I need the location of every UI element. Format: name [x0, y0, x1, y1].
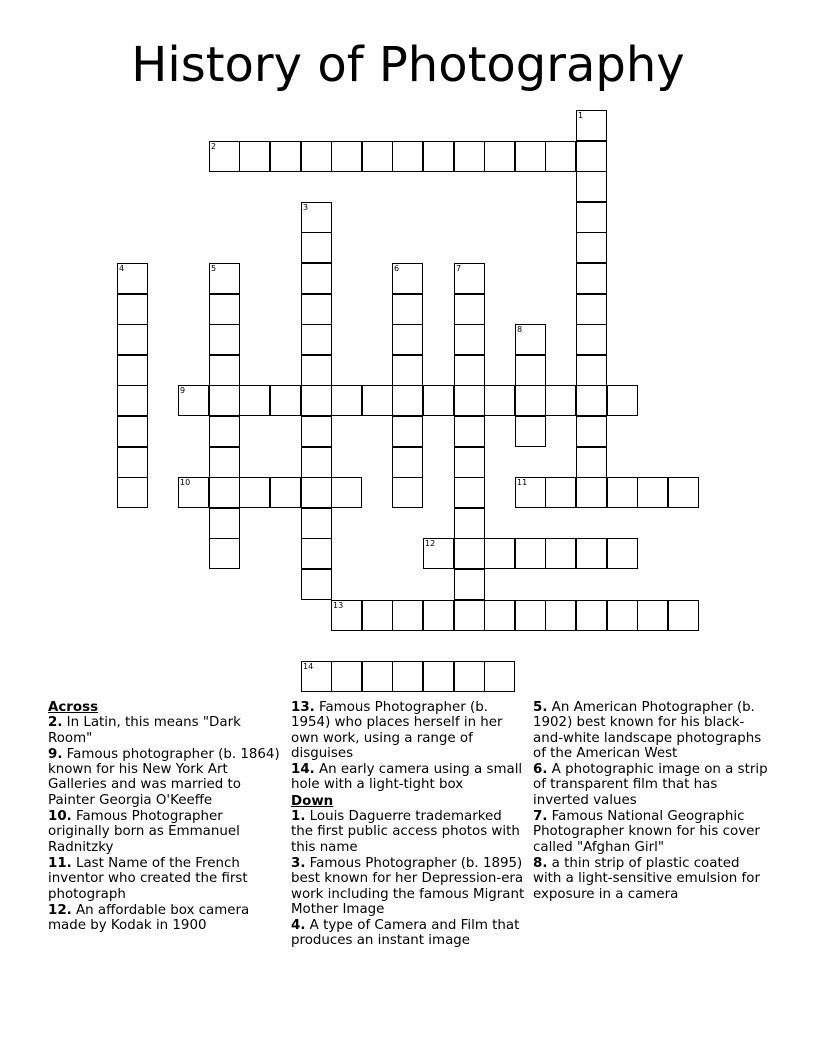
clue-down-4: 4. A type of Camera and Film that produces an instant image	[291, 918, 520, 949]
grid-cell[interactable]	[392, 355, 423, 386]
grid-cell[interactable]	[301, 416, 332, 447]
grid-cell[interactable]	[392, 263, 423, 294]
grid-cell[interactable]	[301, 569, 332, 600]
grid-cell[interactable]	[301, 263, 332, 294]
clue-down-8: 8. a thin strip of plastic coated with a light-sensitive emulsion for exposure in a camera	[533, 855, 760, 902]
grid-cell[interactable]	[576, 477, 607, 508]
grid-cell[interactable]	[423, 141, 454, 172]
grid-cell[interactable]	[392, 294, 423, 325]
grid-cell[interactable]	[637, 600, 668, 631]
grid-cell[interactable]	[239, 477, 270, 508]
grid-cell[interactable]	[454, 477, 485, 508]
clues-column-2	[291, 700, 527, 950]
clue-down-6: 6. A photographic image on a strip of transparent film that has inverted values	[533, 762, 768, 808]
grid-cell[interactable]	[362, 661, 393, 692]
grid-cell[interactable]	[454, 569, 485, 600]
grid-cell[interactable]	[117, 324, 148, 355]
grid-cell[interactable]	[576, 416, 607, 447]
grid-cell[interactable]	[668, 477, 699, 508]
grid-cell[interactable]	[301, 508, 332, 539]
grid-cell[interactable]	[545, 141, 576, 172]
grid-cell[interactable]	[454, 141, 485, 172]
grid-cell[interactable]	[454, 294, 485, 325]
page-title: History of Photography	[131, 37, 685, 93]
grid-cell[interactable]	[301, 324, 332, 355]
grid-cell[interactable]	[209, 538, 240, 569]
grid-cell[interactable]	[637, 477, 668, 508]
clue-across-11: 11. Last Name of the French inventor who created the first photograph	[48, 855, 248, 902]
grid-cell[interactable]	[301, 477, 332, 508]
grid-cell[interactable]	[515, 355, 546, 386]
grid-cell[interactable]	[209, 385, 240, 416]
grid-cell[interactable]	[209, 477, 240, 508]
grid-cell[interactable]	[331, 141, 362, 172]
grid-cell[interactable]	[270, 385, 301, 416]
grid-cell[interactable]	[392, 141, 423, 172]
grid-cell[interactable]	[484, 600, 515, 631]
grid-cell[interactable]	[607, 600, 638, 631]
grid-cell[interactable]	[331, 600, 362, 631]
grid-cell[interactable]	[515, 477, 546, 508]
across-heading: Across	[48, 700, 99, 715]
grid-cell[interactable]	[423, 385, 454, 416]
grid-cell[interactable]	[301, 447, 332, 478]
cell-number: 9	[180, 386, 186, 395]
grid-cell[interactable]	[454, 538, 485, 569]
clue-across-13: 13. Famous Photographer (b. 1954) who places herself in her own work, using a range of disguises	[291, 700, 503, 761]
grid-cell[interactable]	[239, 141, 270, 172]
grid-cell[interactable]	[392, 661, 423, 692]
grid-cell[interactable]	[515, 600, 546, 631]
grid-cell[interactable]	[484, 141, 515, 172]
grid-cell[interactable]	[117, 294, 148, 325]
grid-cell[interactable]	[301, 232, 332, 263]
grid-cell[interactable]	[209, 355, 240, 386]
grid-cell[interactable]	[545, 600, 576, 631]
grid-cell[interactable]	[576, 202, 607, 233]
grid-cell[interactable]	[301, 385, 332, 416]
grid-cell[interactable]	[392, 600, 423, 631]
grid-cell[interactable]	[362, 600, 393, 631]
grid-cell[interactable]	[515, 141, 546, 172]
cell-number: 5	[211, 264, 217, 273]
grid-cell[interactable]	[576, 263, 607, 294]
cell-number: 6	[394, 264, 400, 273]
grid-cell[interactable]	[576, 171, 607, 202]
grid-cell[interactable]	[301, 202, 332, 233]
clue-down-5: 5. An American Photographer (b. 1902) best known for his black-and-white landscape photographs of the American West	[533, 700, 762, 761]
grid-cell[interactable]	[362, 141, 393, 172]
cell-number: 2	[211, 142, 217, 151]
grid-cell[interactable]	[484, 538, 515, 569]
grid-cell[interactable]	[423, 538, 454, 569]
grid-cell[interactable]	[545, 385, 576, 416]
grid-cell[interactable]	[607, 477, 638, 508]
cell-number: 3	[303, 203, 309, 212]
grid-cell[interactable]	[545, 477, 576, 508]
grid-cell[interactable]	[331, 385, 362, 416]
grid-cell[interactable]	[515, 416, 546, 447]
grid-cell[interactable]	[209, 508, 240, 539]
grid-cell[interactable]	[117, 355, 148, 386]
clue-across-2: 2. In Latin, this means "Dark Room"	[48, 715, 241, 746]
grid-cell[interactable]	[209, 294, 240, 325]
grid-cell[interactable]	[331, 477, 362, 508]
clue-down-1: 1. Louis Daguerre trademarked the first public access photos with this name	[291, 809, 520, 855]
clue-across-14: 14. An early camera using a small hole with a light-tight box	[291, 762, 523, 793]
grid-cell[interactable]	[576, 324, 607, 355]
grid-cell[interactable]	[576, 141, 607, 172]
clue-across-12: 12. An affordable box camera made by Kodak in 1900	[48, 902, 250, 934]
grid-cell[interactable]	[576, 538, 607, 569]
grid-cell[interactable]	[117, 263, 148, 294]
grid-cell[interactable]	[607, 385, 638, 416]
cell-number: 11	[517, 478, 528, 487]
grid-cell[interactable]	[454, 600, 485, 631]
grid-cell[interactable]	[484, 385, 515, 416]
cell-number: 1	[578, 111, 584, 120]
grid-cell[interactable]	[423, 661, 454, 692]
clue-down-3: 3. Famous Photographer (b. 1895) best known for her Depression-era work including the famous Migrant Mother Image	[291, 855, 525, 917]
grid-cell[interactable]	[301, 294, 332, 325]
grid-cell[interactable]	[209, 324, 240, 355]
grid-cell[interactable]	[362, 385, 393, 416]
grid-cell[interactable]	[454, 508, 485, 539]
grid-cell[interactable]	[392, 416, 423, 447]
grid-cell[interactable]	[209, 263, 240, 294]
grid-cell[interactable]	[515, 385, 546, 416]
grid-cell[interactable]	[270, 477, 301, 508]
grid-cell[interactable]	[178, 385, 209, 416]
clues-column-1	[48, 700, 284, 934]
grid-cell[interactable]	[117, 447, 148, 478]
grid-cell[interactable]	[545, 538, 576, 569]
clue-across-10: 10. Famous Photographer originally born as Emmanuel Radnitzky	[48, 809, 240, 855]
grid-cell[interactable]	[301, 355, 332, 386]
grid-cell[interactable]	[454, 355, 485, 386]
grid-cell[interactable]	[301, 661, 332, 692]
grid-cell[interactable]	[454, 416, 485, 447]
grid-cell[interactable]	[515, 324, 546, 355]
grid-cell[interactable]	[576, 355, 607, 386]
grid-cell[interactable]	[270, 141, 301, 172]
grid-cell[interactable]	[209, 447, 240, 478]
cell-number: 10	[180, 478, 191, 487]
grid-cell[interactable]	[392, 477, 423, 508]
grid-cell[interactable]	[576, 385, 607, 416]
grid-cell[interactable]	[301, 141, 332, 172]
cell-number: 13	[333, 601, 344, 610]
grid-cell[interactable]	[117, 385, 148, 416]
grid-cell[interactable]	[392, 447, 423, 478]
grid-cell[interactable]	[239, 385, 270, 416]
grid-cell[interactable]	[454, 263, 485, 294]
grid-cell[interactable]	[576, 110, 607, 141]
cell-number: 12	[425, 539, 436, 548]
cell-number: 7	[456, 264, 462, 273]
grid-cell[interactable]	[576, 294, 607, 325]
down-heading: Down	[291, 793, 334, 809]
grid-cell[interactable]	[117, 416, 148, 447]
cell-number: 14	[303, 662, 314, 671]
clues-column-3	[533, 700, 769, 903]
grid-cell[interactable]	[576, 232, 607, 263]
grid-cell[interactable]	[331, 661, 362, 692]
grid-cell[interactable]	[576, 600, 607, 631]
grid-cell[interactable]	[392, 385, 423, 416]
grid-cell[interactable]	[209, 416, 240, 447]
grid-cell[interactable]	[301, 538, 332, 569]
grid-cell[interactable]	[209, 141, 240, 172]
grid-cell[interactable]	[668, 600, 699, 631]
grid-cell[interactable]	[178, 477, 209, 508]
clue-down-7: 7. Famous National Geographic Photographer known for his cover called "Afghan Girl"	[533, 809, 760, 855]
grid-cell[interactable]	[392, 324, 423, 355]
grid-cell[interactable]	[576, 447, 607, 478]
grid-cell[interactable]	[454, 661, 485, 692]
cell-number: 4	[119, 264, 125, 273]
grid-cell[interactable]	[515, 538, 546, 569]
clue-across-9: 9. Famous photographer (b. 1864) known for his New York Art Galleries and was married to Painter Georgia O'Keeffe	[48, 746, 280, 808]
grid-cell[interactable]	[423, 600, 454, 631]
grid-cell[interactable]	[454, 385, 485, 416]
cell-number: 8	[517, 325, 523, 334]
grid-cell[interactable]	[454, 447, 485, 478]
grid-cell[interactable]	[484, 661, 515, 692]
grid-cell[interactable]	[607, 538, 638, 569]
grid-cell[interactable]	[454, 324, 485, 355]
grid-cell[interactable]	[117, 477, 148, 508]
